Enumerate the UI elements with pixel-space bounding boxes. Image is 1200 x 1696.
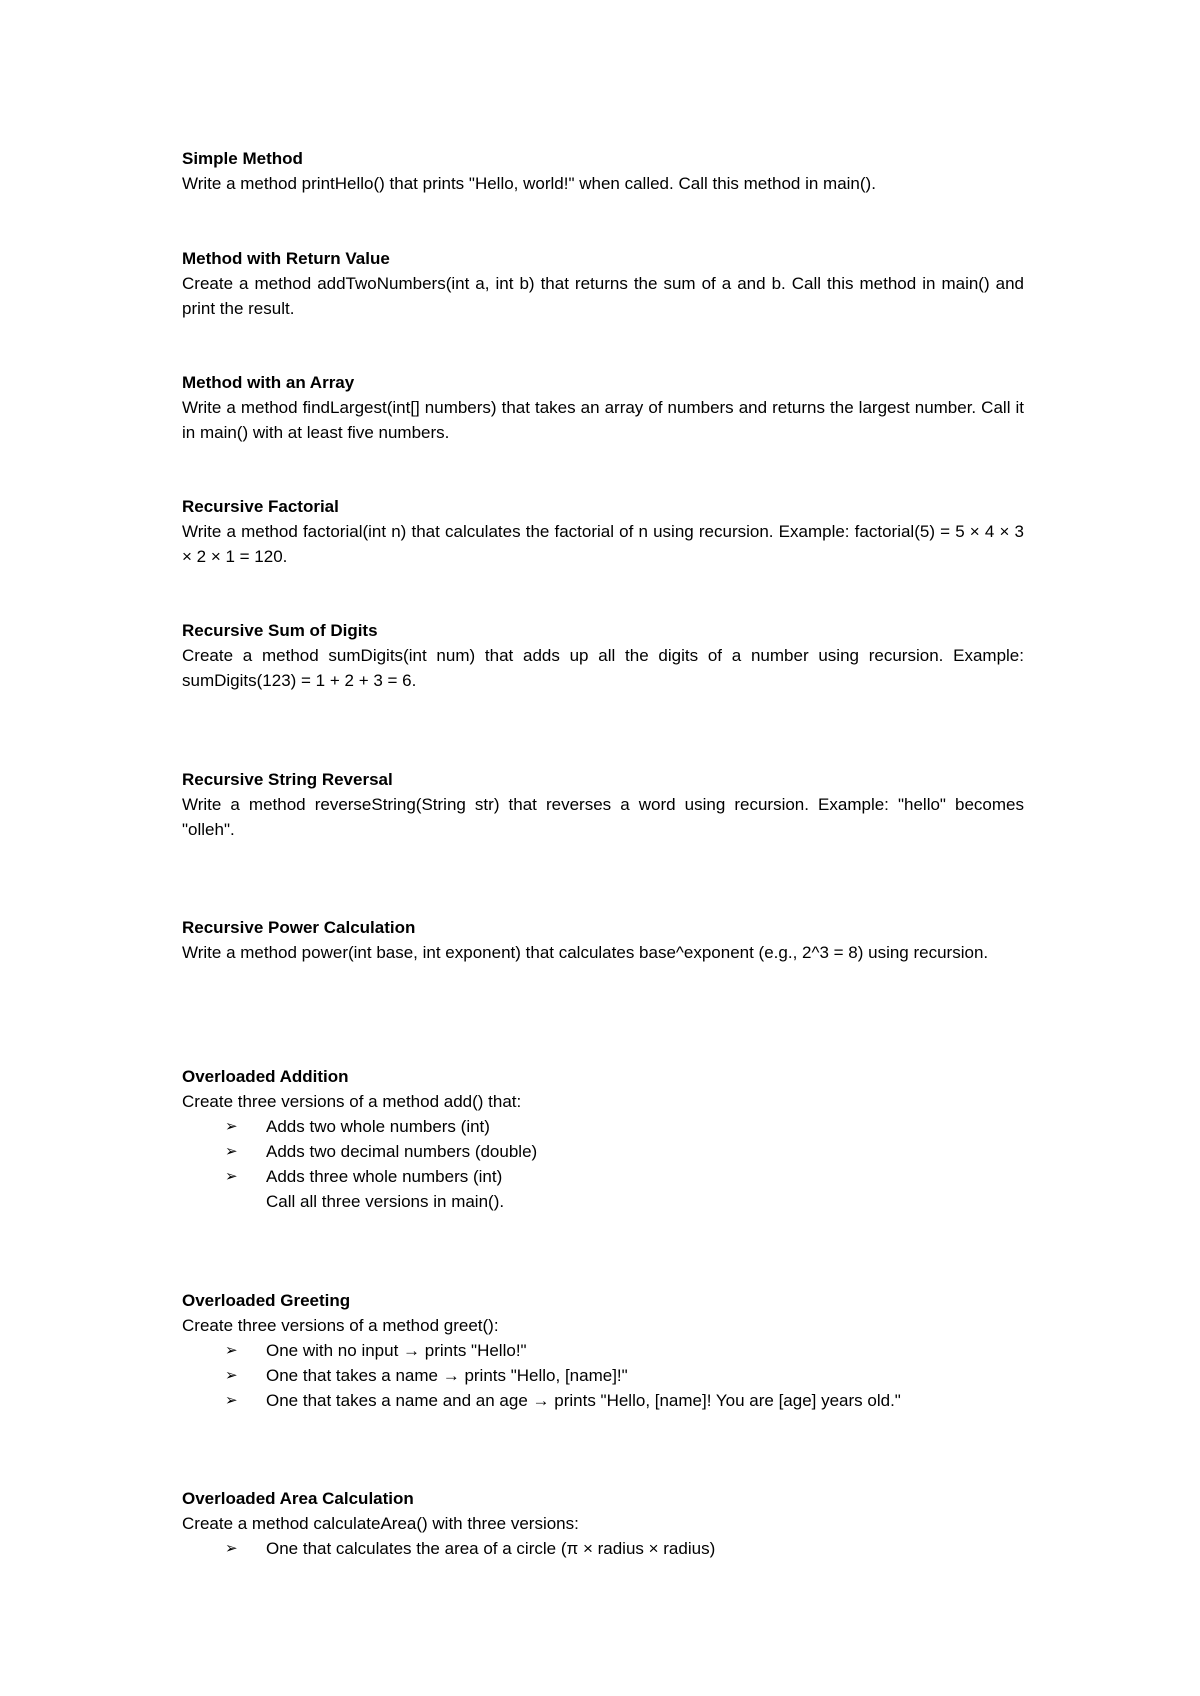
section-overloaded-addition: [182, 1064, 1024, 1214]
list-item: ➢ One that calculates the area of a circle (π × radius × radius): [182, 1536, 1024, 1561]
section-body: Create a method calculateArea() with three versions:: [182, 1514, 579, 1533]
section-title: Recursive String Reversal: [182, 770, 393, 789]
arrow-bullet-icon: ➢: [225, 1142, 238, 1160]
section-body: Create a method sumDigits(int num) that adds up all the digits of a number using recursion. Example: sumDigits(123) = 1 + 2 + 3 = 6.: [182, 646, 1024, 690]
bullet-list: [182, 1338, 1024, 1413]
bullet-list: [182, 1536, 1024, 1561]
section-title: Recursive Factorial: [182, 497, 339, 516]
section-recursive-factorial: [182, 494, 1024, 569]
list-item: ➢ Adds two whole numbers (int): [182, 1114, 1024, 1139]
section-recursive-string-reversal: [182, 767, 1024, 842]
section-title: Method with an Array: [182, 373, 355, 392]
bullet-list: [182, 1114, 1024, 1189]
section-title: Recursive Power Calculation: [182, 918, 416, 937]
section-body: Create three versions of a method greet():: [182, 1316, 499, 1335]
arrow-bullet-icon: ➢: [225, 1341, 238, 1359]
list-item: ➢ One that takes a name and an age → prints "Hello, [name]! You are [age] years old.": [182, 1388, 1024, 1413]
section-body: Write a method factorial(int n) that calculates the factorial of n using recursion. Example: factorial(5) = 5 × 4 × 3 × 2 × 1 = 120.: [182, 522, 1024, 566]
section-recursive-power-calculation: [182, 915, 1024, 965]
section-title: Method with Return Value: [182, 249, 390, 268]
section-body: Write a method reverseString(String str) that reverses a word using recursion. Example: "hello" becomes "olleh".: [182, 795, 1024, 839]
arrow-bullet-icon: ➢: [225, 1391, 238, 1409]
section-title: Recursive Sum of Digits: [182, 621, 378, 640]
section-body: Write a method findLargest(int[] numbers) that takes an array of numbers and returns the largest number. Call it in main() with at least five numbers.: [182, 398, 1024, 442]
list-item: ➢ Adds two decimal numbers (double): [182, 1139, 1024, 1164]
section-title: Simple Method: [182, 149, 303, 168]
section-simple-method: [182, 146, 1024, 196]
list-item: ➢ One with no input → prints "Hello!": [182, 1338, 1024, 1363]
arrow-bullet-icon: ➢: [225, 1167, 238, 1185]
section-overloaded-greeting: [182, 1288, 1024, 1413]
list-trailing-text: Call all three versions in main().: [266, 1192, 505, 1211]
arrow-bullet-icon: ➢: [225, 1117, 238, 1135]
section-overloaded-area-calculation: [182, 1486, 1024, 1561]
section-title: Overloaded Area Calculation: [182, 1489, 414, 1508]
section-body: Write a method power(int base, int exponent) that calculates base^exponent (e.g., 2^3 = 8) using recursion.: [182, 943, 989, 962]
section-body: Create three versions of a method add() that:: [182, 1092, 522, 1111]
section-title: Overloaded Greeting: [182, 1291, 351, 1310]
section-recursive-sum-of-digits: [182, 618, 1024, 693]
section-method-with-return-value: [182, 246, 1024, 321]
section-method-with-array: [182, 370, 1024, 445]
section-title: Overloaded Addition: [182, 1067, 349, 1086]
section-body: Write a method printHello() that prints "Hello, world!" when called. Call this method in main().: [182, 174, 876, 193]
list-item: ➢ Adds three whole numbers (int): [182, 1164, 1024, 1189]
section-body: Create a method addTwoNumbers(int a, int b) that returns the sum of a and b. Call this method in main() and print the result.: [182, 274, 1024, 318]
list-item: ➢ One that takes a name → prints "Hello, [name]!": [182, 1363, 1024, 1388]
arrow-bullet-icon: ➢: [225, 1539, 238, 1557]
arrow-bullet-icon: ➢: [225, 1366, 238, 1384]
